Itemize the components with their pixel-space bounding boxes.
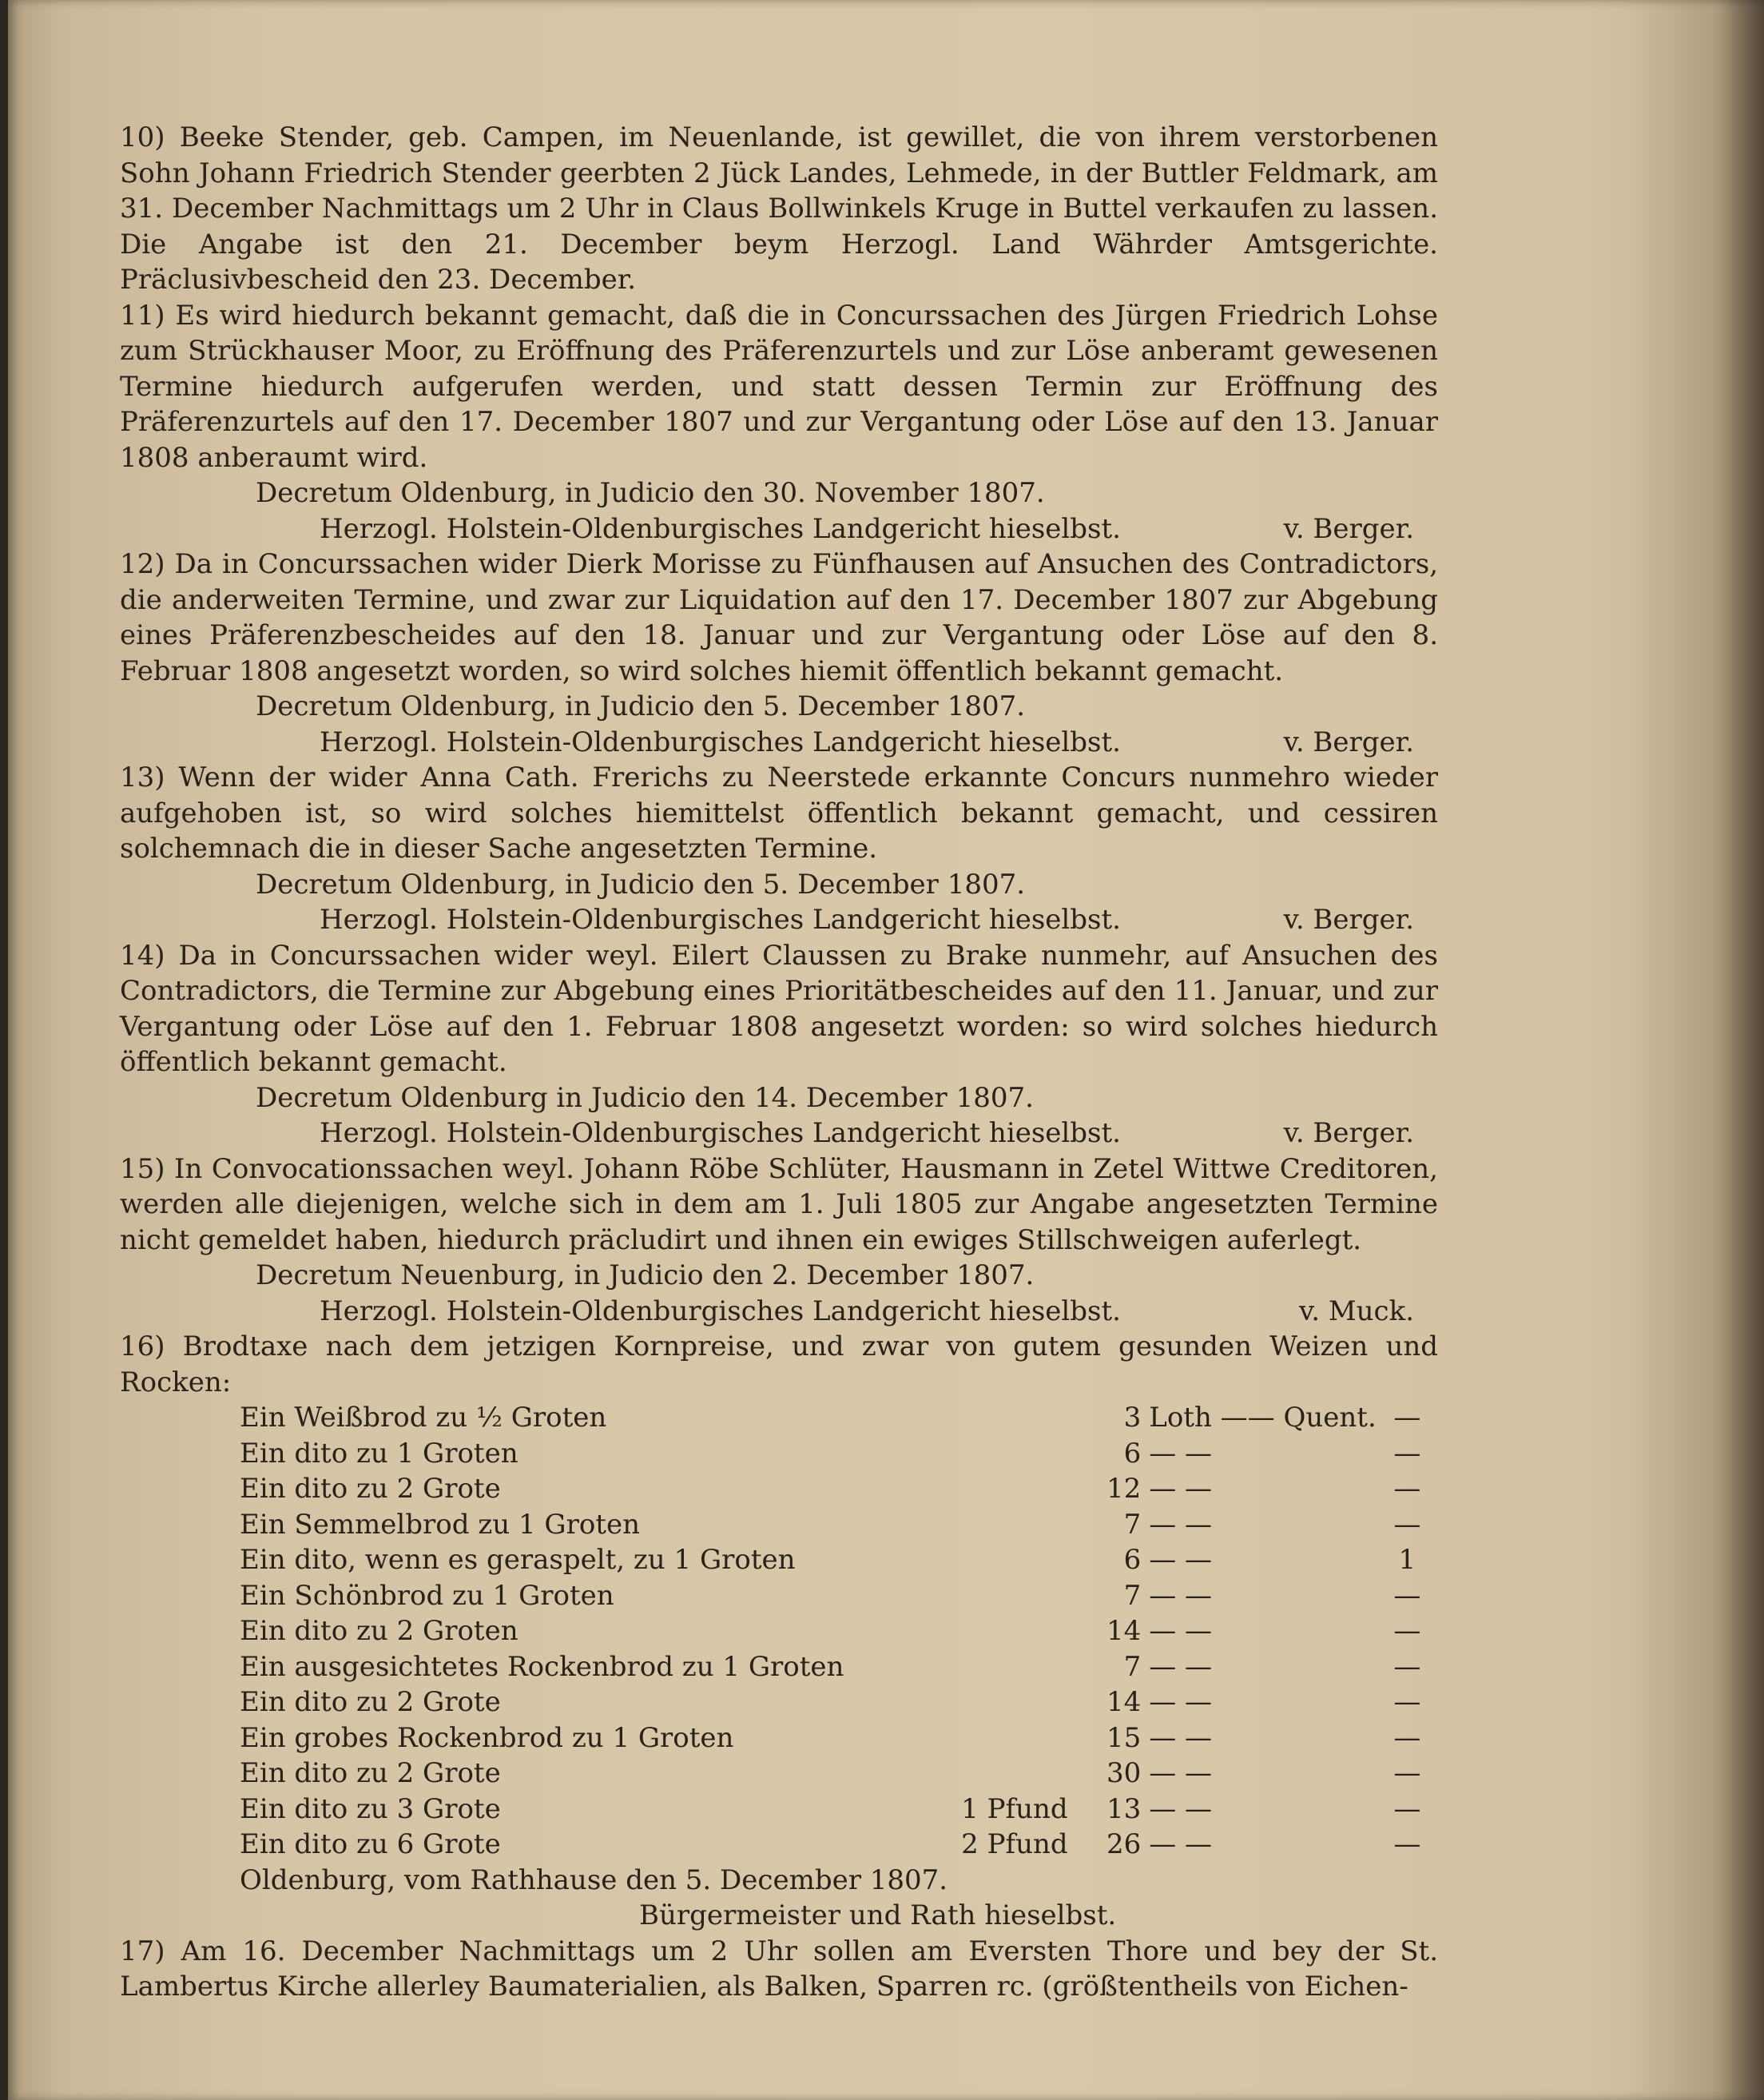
- bread-item-name: Ein dito, wenn es geraspelt, zu 1 Groten: [240, 1544, 796, 1576]
- entry-13-decree: Decretum Oldenburg, in Judicio den 5. December 1807.: [256, 868, 1026, 901]
- entry-14-court: Herzogl. Holstein-Oldenburgisches Landgericht hieselbst.: [320, 1117, 1121, 1149]
- bread-item-name: Ein dito zu 2 Groten: [240, 1615, 518, 1647]
- bread-item-loth: 7: [1123, 1508, 1142, 1541]
- entry-14: [120, 938, 1438, 1116]
- entry-11-text: 11) Es wird hiedurch bekannt gemacht, daß die in Concurssachen des Jürgen Friedrich Lohse zum Strückhauser Moor, zu Eröffnung des Präferenzurtels und zur Löse anberamt gewesenen Termine hiedurch aufgerufen werden, und statt dessen Termin zur Eröffnung des Präferenzurtels auf den 17. December 1807 und zur Vergantung oder Löse auf den 13. Januar 1808 anberaumt wird.: [120, 299, 1438, 474]
- bread-item-pfund: [920, 1720, 1084, 1756]
- entry-14-signer: v. Berger.: [1283, 1117, 1414, 1149]
- bread-tax-row: [120, 1792, 1438, 1828]
- bread-item-pfund: [920, 1436, 1084, 1472]
- bread-item-quent: 1: [1398, 1544, 1416, 1576]
- bread-item-name: Ein grobes Rockenbrod zu 1 Groten: [240, 1721, 734, 1754]
- bread-item-unit: — —: [1149, 1473, 1213, 1505]
- bread-item-unit: — —: [1149, 1508, 1213, 1541]
- document-page: [8, 0, 1764, 2100]
- bread-item-quent: —: [1393, 1650, 1421, 1683]
- bread-item-loth: 14: [1106, 1615, 1142, 1647]
- bread-item-pfund: [920, 1684, 1084, 1720]
- bread-item-pfund: [920, 1400, 1084, 1436]
- bread-tax-row: [120, 1684, 1438, 1720]
- entry-15-decree: Decretum Neuenburg, in Judicio den 2. December 1807.: [256, 1259, 1035, 1291]
- bread-tax-place-date: Oldenburg, vom Rathhause den 5. December 1807.: [240, 1863, 948, 1896]
- bread-tax-row: [120, 1613, 1438, 1649]
- entry-11-signature: [120, 511, 1438, 547]
- bread-item-name: Ein Schönbrod zu 1 Groten: [240, 1579, 614, 1612]
- entry-11-signer: v. Berger.: [1283, 512, 1414, 545]
- entry-13-signature: [120, 902, 1438, 938]
- bread-item-pfund: 1 Pfund: [961, 1792, 1068, 1825]
- bread-item-quent: —: [1393, 1686, 1421, 1718]
- entry-15-court: Herzogl. Holstein-Oldenburgisches Landgericht hieselbst.: [320, 1295, 1121, 1327]
- bread-item-quent: —: [1393, 1757, 1421, 1789]
- bread-item-loth: 13: [1106, 1792, 1142, 1825]
- entry-13-court: Herzogl. Holstein-Oldenburgisches Landgericht hieselbst.: [320, 904, 1121, 936]
- entry-14-signature: [120, 1116, 1438, 1151]
- entry-17-text: 17) Am 16. December Nachmittags um 2 Uhr sollen am Eversten Thore und bey der St. Lambertus Kirche allerley Baumaterialien, als Balken, Sparren rc. (größtentheils von Eichen-: [120, 1935, 1438, 2003]
- bread-item-pfund: [920, 1507, 1084, 1543]
- bread-item-unit: — —: [1149, 1792, 1213, 1825]
- bread-item-name: Ein dito zu 3 Grote: [240, 1792, 501, 1825]
- bread-item-loth: 7: [1123, 1650, 1142, 1683]
- unit-separator: ——: [1211, 1402, 1284, 1434]
- bread-item-loth: 3: [1123, 1402, 1142, 1434]
- bread-item-quent: —: [1393, 1721, 1421, 1754]
- entry-13-signer: v. Berger.: [1283, 904, 1414, 936]
- entry-13: [120, 760, 1438, 902]
- entry-12: [120, 547, 1438, 725]
- bread-item-unit: — —: [1149, 1544, 1213, 1576]
- entry-10-text: 10) Beeke Stender, geb. Campen, im Neuenlande, ist gewillet, die von ihrem verstorbenen Sohn Johann Friedrich Stender geerbten 2 Jück Landes, Lehmede, in der Buttler Feldmark, am 31. December Nachmittags um 2 Uhr in Claus Bollwinkels Kruge in Buttel verkaufen zu lassen. Die Angabe ist den 21. December beym Herzogl. Land Währder Amtsgerichte. Präclusivbescheid den 23. December.: [120, 121, 1438, 296]
- bread-item-quent: —: [1393, 1437, 1421, 1470]
- bread-item-pfund: 2 Pfund: [961, 1828, 1068, 1860]
- bread-item-unit: — —: [1149, 1650, 1213, 1683]
- bread-item-unit: [1149, 1400, 1377, 1436]
- bread-tax-row: [120, 1436, 1438, 1472]
- bread-item-loth: 6: [1123, 1544, 1142, 1576]
- bread-tax-row: [120, 1507, 1438, 1543]
- entry-12-decree: Decretum Oldenburg, in Judicio den 5. December 1807.: [256, 690, 1026, 722]
- entry-11-court: Herzogl. Holstein-Oldenburgisches Landgericht hieselbst.: [320, 512, 1121, 545]
- bread-item-name: Ein Weißbrod zu ½ Groten: [240, 1402, 607, 1434]
- bread-tax-row: [120, 1649, 1438, 1685]
- bread-item-unit: — —: [1149, 1828, 1213, 1860]
- entry-12-signature: [120, 725, 1438, 761]
- bread-tax-row: [120, 1720, 1438, 1756]
- entry-15-text: 15) In Convocationssachen weyl. Johann Röbe Schlüter, Hausmann in Zetel Wittwe Creditoren, werden alle diejenigen, welche sich in dem am 1. Juli 1805 zur Angabe angesetzten Termine nicht gemeldet haben, hiedurch präcludirt und ihnen ein ewiges Stillschweigen auferlegt.: [120, 1152, 1438, 1256]
- bread-item-quent: —: [1393, 1473, 1421, 1505]
- bread-item-name: Ein ausgesichtetes Rockenbrod zu 1 Groten: [240, 1650, 844, 1683]
- bread-item-loth: 6: [1123, 1437, 1142, 1470]
- entry-12-text: 12) Da in Concurssachen wider Dierk Morisse zu Fünfhausen auf Ansuchen des Contradictors, die anderweiten Termine, und zwar zur Liquidation auf den 17. December 1807 zur Abgebung eines Präferenzbescheides auf den 18. Januar und zur Vergantung oder Löse auf den 8. Februar 1808 angesetzt worden, so wird solches hiemit öffentlich bekannt gemacht.: [120, 548, 1438, 687]
- bread-item-name: Ein dito zu 2 Grote: [240, 1473, 501, 1505]
- bread-item-unit: — —: [1149, 1757, 1213, 1789]
- bread-tax-table: [120, 1400, 1438, 1863]
- unit-loth-label: Loth: [1149, 1402, 1212, 1434]
- entry-15: [120, 1151, 1438, 1294]
- bread-item-unit: — —: [1149, 1686, 1213, 1718]
- bread-tax-authority: Bürgermeister und Rath hieselbst.: [639, 1899, 1117, 1931]
- bread-item-name: Ein dito zu 1 Groten: [240, 1437, 518, 1470]
- bread-tax-row: [120, 1827, 1438, 1863]
- bread-item-name: Ein dito zu 6 Grote: [240, 1828, 501, 1860]
- bread-item-pfund: [920, 1471, 1084, 1507]
- bread-item-unit: — —: [1149, 1721, 1213, 1754]
- bread-tax-row: [120, 1756, 1438, 1792]
- bread-item-loth: 15: [1106, 1721, 1142, 1754]
- bread-item-quent: —: [1393, 1792, 1421, 1825]
- bread-item-quent: —: [1393, 1579, 1421, 1612]
- entry-15-signer: v. Muck.: [1299, 1295, 1414, 1327]
- entry-10: [120, 120, 1438, 298]
- bread-item-name: Ein Semmelbrod zu 1 Groten: [240, 1508, 640, 1541]
- bread-item-quent: —: [1393, 1828, 1421, 1860]
- entry-14-text: 14) Da in Concurssachen wider weyl. Eilert Claussen zu Brake nunmehr, auf Ansuchen des Contradictors, die Termine zur Abgebung eines Prioritätbescheides auf den 11. Januar, und zur Vergantung oder Löse auf den 1. Februar 1808 angesetzt worden: so wird solches hiedurch öffentlich bekannt gemacht.: [120, 939, 1438, 1078]
- bread-tax-heading: 16) Brodtaxe nach dem jetzigen Kornpreise, und zwar von gutem gesunden Weizen und Rocken:: [120, 1330, 1438, 1398]
- entry-15-signature: [120, 1294, 1438, 1330]
- bread-item-pfund: [920, 1613, 1084, 1649]
- entry-11: [120, 298, 1438, 511]
- bread-item-loth: 14: [1106, 1686, 1142, 1718]
- bread-item-loth: 12: [1106, 1473, 1142, 1505]
- bread-item-unit: — —: [1149, 1615, 1213, 1647]
- page-text-body: [120, 120, 1438, 2005]
- bread-item-name: Ein dito zu 2 Grote: [240, 1686, 501, 1718]
- entry-14-decree: Decretum Oldenburg in Judicio den 14. December 1807.: [256, 1081, 1034, 1114]
- bread-tax-row: [120, 1578, 1438, 1614]
- bread-tax-row: [120, 1471, 1438, 1507]
- bread-item-quent: —: [1393, 1402, 1421, 1434]
- bread-tax-row: [120, 1542, 1438, 1578]
- bread-item-name: Ein dito zu 2 Grote: [240, 1757, 501, 1789]
- entry-13-text: 13) Wenn der wider Anna Cath. Frerichs zu Neerstede erkannte Concurs nunmehro wieder aufgehoben ist, so wird solches hiemittelst öffentlich bekannt gemacht, und cessiren solchemnach die in dieser Sache angesetzten Termine.: [120, 762, 1438, 865]
- bread-item-pfund: [920, 1756, 1084, 1792]
- bread-item-quent: —: [1393, 1508, 1421, 1541]
- unit-quent-label: Quent.: [1283, 1402, 1377, 1434]
- bread-item-unit: — —: [1149, 1437, 1213, 1470]
- bread-item-pfund: [920, 1649, 1084, 1685]
- bread-item-quent: —: [1393, 1615, 1421, 1647]
- bread-item-loth: 26: [1106, 1828, 1142, 1860]
- entry-12-court: Herzogl. Holstein-Oldenburgisches Landgericht hieselbst.: [320, 726, 1121, 758]
- entry-11-decree: Decretum Oldenburg, in Judicio den 30. November 1807.: [256, 477, 1045, 509]
- bread-item-unit: — —: [1149, 1579, 1213, 1612]
- entry-17: [120, 1934, 1438, 2005]
- bread-item-loth: 30: [1106, 1757, 1142, 1789]
- bread-tax-row: [120, 1400, 1438, 1436]
- bread-item-pfund: [920, 1542, 1084, 1578]
- entry-12-signer: v. Berger.: [1283, 726, 1414, 758]
- bread-item-pfund: [920, 1578, 1084, 1614]
- bread-item-loth: 7: [1123, 1579, 1142, 1612]
